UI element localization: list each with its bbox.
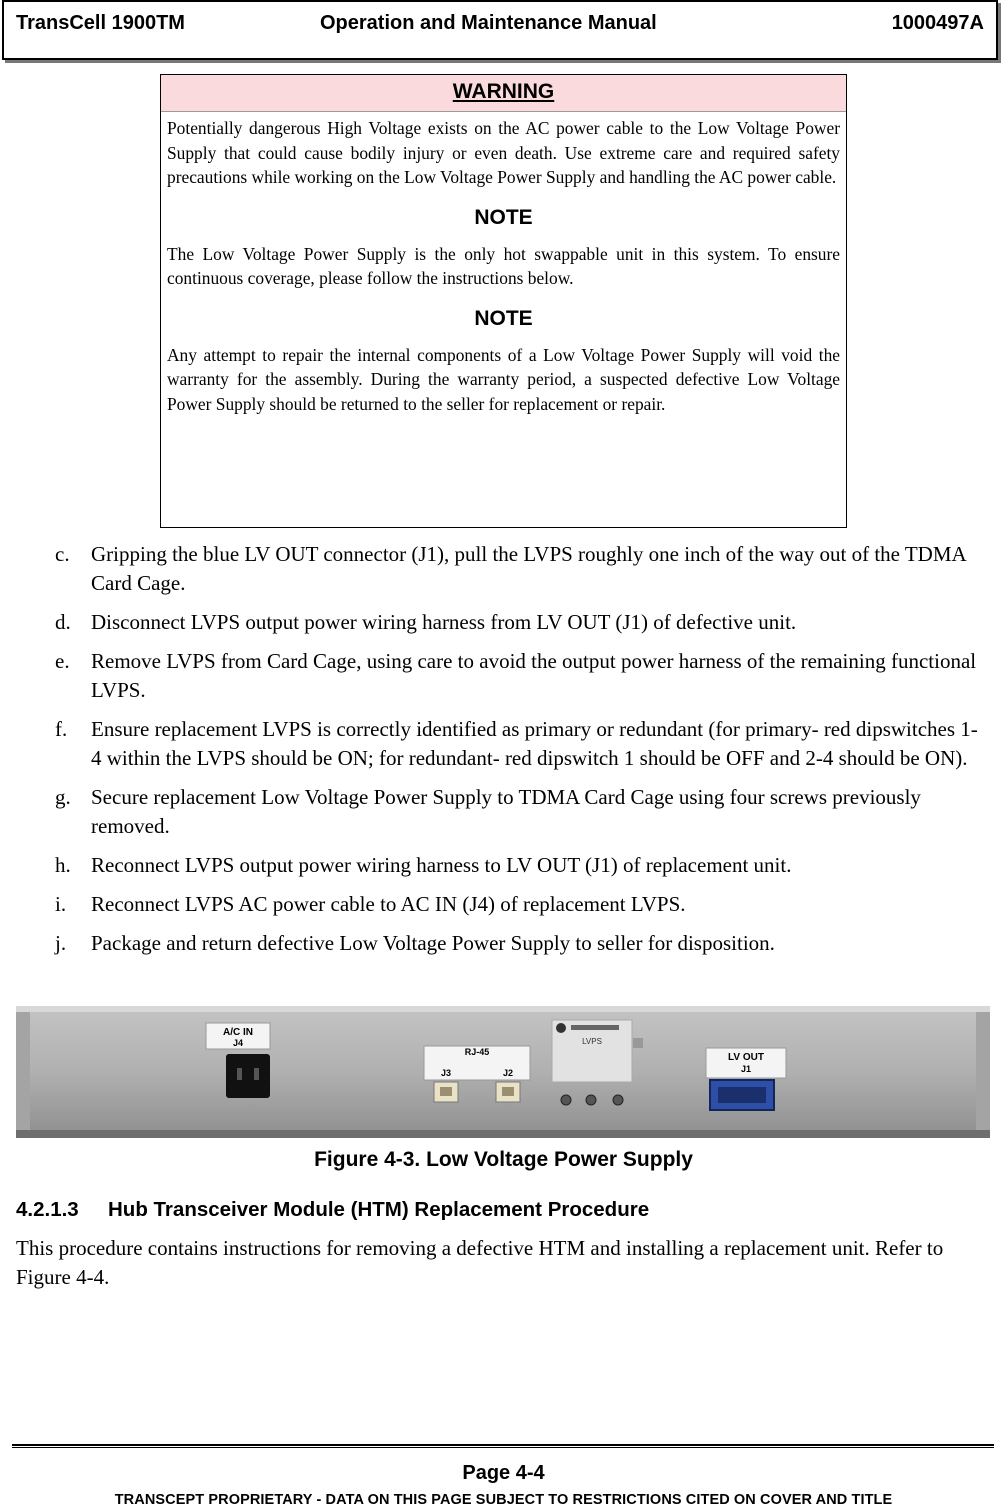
j3-label: J3 (440, 1068, 452, 1078)
warning-title: WARNING (452, 80, 555, 103)
indicator-led-1 (561, 1095, 571, 1105)
step-letter: c. (55, 542, 70, 566)
note-text-2: Any attempt to repair the internal components of a Low Voltage Power Supply will void the warranty for the assembly. During the warranty period, a suspected defective Low Voltage Power Supply should be returned to the seller for replacement or repair. (167, 344, 840, 414)
step-item (55, 929, 985, 958)
manufacturer-text-mark (571, 1025, 619, 1030)
step-item (55, 783, 985, 841)
step-letter: j. (55, 931, 67, 955)
rj45-label: RJ-45 (464, 1047, 490, 1057)
rack-ear-left (16, 1012, 30, 1130)
manufacturer-logo (556, 1023, 566, 1033)
ac-pin-left (237, 1068, 242, 1080)
step-text: Gripping the blue LV OUT connector (J1), pull the LVPS roughly one inch of the way out of the TDMA Card Cage. (91, 542, 966, 595)
note-heading-2: NOTE (474, 306, 533, 330)
lvps-figure-photo (16, 1006, 990, 1138)
ac-pin-right (254, 1068, 259, 1080)
section-number: 4.2.1.3 (16, 1198, 79, 1221)
lv-out-label: LV OUT (728, 1052, 764, 1063)
note-heading-1: NOTE (474, 205, 533, 229)
step-item (55, 851, 985, 880)
j4-label: J4 (232, 1038, 244, 1048)
rj45-jack-j3-opening (440, 1087, 452, 1096)
figure-caption: Figure 4-3. Low Voltage Power Supply (314, 1148, 693, 1171)
proprietary-notice: TRANSCEPT PROPRIETARY - DATA ON THIS PAGE SUBJECT TO RESTRICTIONS CITED ON COVER AND TITLE (114, 1492, 893, 1508)
footer-rule (12, 1444, 994, 1448)
step-item (55, 647, 985, 705)
j2-label: J2 (502, 1068, 514, 1078)
step-item (55, 715, 985, 773)
note-text-1: The Low Voltage Power Supply is the only hot swappable unit in this system. To ensure continuous coverage, please follow the instructions below. (167, 243, 840, 288)
step-item (55, 608, 985, 637)
indicator-led-3 (613, 1095, 623, 1105)
status-window (633, 1038, 643, 1048)
indicator-led-2 (586, 1095, 596, 1105)
step-text: Reconnect LVPS AC power cable to AC IN (J4) of replacement LVPS. (91, 892, 686, 916)
step-letter: g. (55, 785, 71, 809)
section-heading (16, 1198, 649, 1222)
step-text: Package and return defective Low Voltage Power Supply to seller for disposition. (91, 931, 775, 955)
panel-bottom-edge (16, 1130, 990, 1138)
header-doc-number: 1000497A (891, 12, 984, 34)
ac-in-label: A/C IN (223, 1027, 253, 1038)
page-number: Page 4-4 (462, 1462, 545, 1484)
lv-out-connector-pins (718, 1087, 766, 1103)
step-text: Ensure replacement LVPS is correctly identified as primary or redundant (for primary- red dipswitches 1-4 within the LVPS should be ON; for redundant- red dipswitch 1 should be OFF and 2-4 should be ON). (91, 717, 978, 770)
step-letter: e. (55, 649, 70, 673)
step-text: Disconnect LVPS output power wiring harness from LV OUT (J1) of defective unit. (91, 610, 797, 634)
j1-label: J1 (740, 1064, 752, 1074)
section-title: Hub Transceiver Module (HTM) Replacement Procedure (108, 1198, 650, 1221)
warning-box (160, 74, 847, 528)
step-letter: d. (55, 610, 71, 634)
panel-top-edge (16, 1006, 990, 1012)
header-title: Operation and Maintenance Manual (320, 12, 657, 34)
step-text: Reconnect LVPS output power wiring harness to LV OUT (J1) of replacement unit. (91, 853, 792, 877)
step-text: Remove LVPS from Card Cage, using care to avoid the output power harness of the remaining functional LVPS. (91, 649, 977, 702)
rack-ear-right (976, 1012, 990, 1130)
step-letter: f. (55, 717, 68, 741)
step-item (55, 890, 985, 919)
procedure-steps (55, 540, 985, 968)
section-body: This procedure contains instructions for removing a defective HTM and installing a replacement unit. Refer to Figure 4-4. (16, 1236, 944, 1289)
page-header (2, 0, 998, 60)
step-letter: h. (55, 853, 71, 877)
step-letter: i. (55, 892, 67, 916)
rj45-jack-j2-opening (502, 1087, 514, 1096)
step-text: Secure replacement Low Voltage Power Supply to TDMA Card Cage using four screws previously removed. (91, 785, 921, 838)
header-product: TransCell 1900TM (16, 12, 185, 34)
lvps-label: LVPS (582, 1037, 602, 1046)
ac-in-connector (226, 1054, 270, 1098)
step-item (55, 540, 985, 598)
warning-text: Potentially dangerous High Voltage exists on the AC power cable to the Low Voltage Power Supply that could cause bodily injury or even death. Use extreme care and required safety precautions while working on the Low Voltage Power Supply and handling the AC power cable. (167, 118, 840, 187)
warning-heading (161, 75, 846, 112)
